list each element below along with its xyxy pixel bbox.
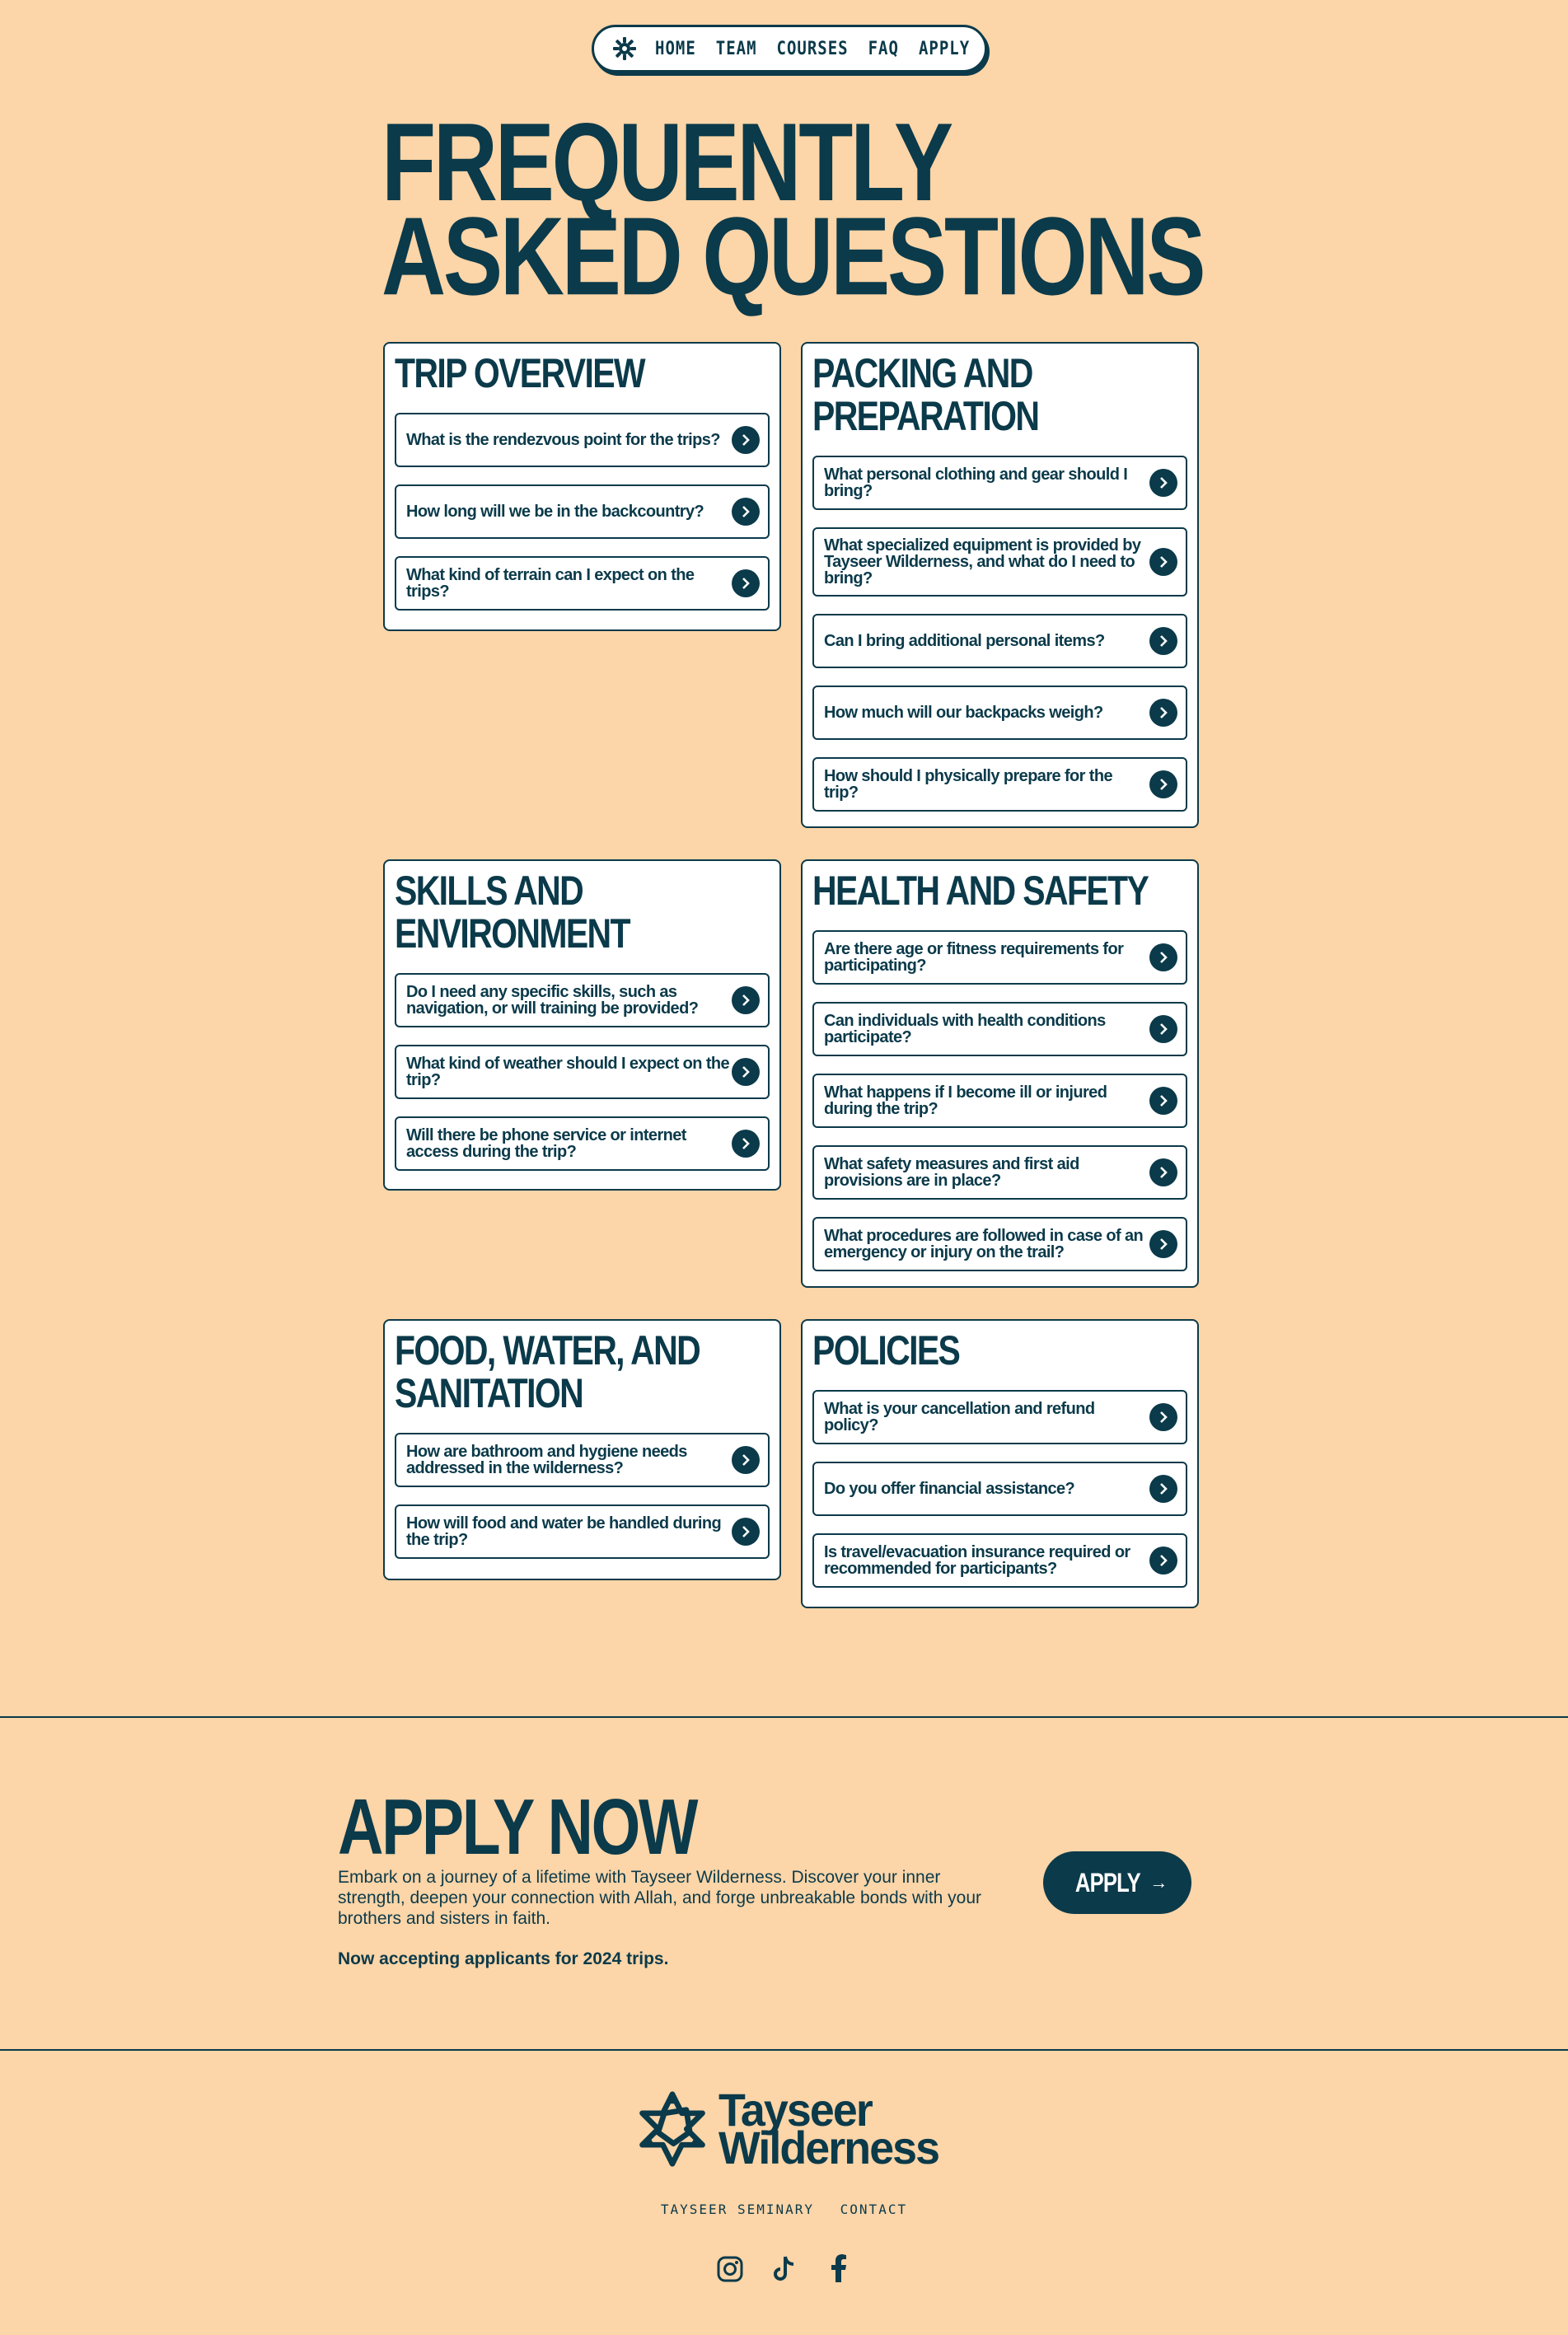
faq-question[interactable]: What happens if I become ill or injured during the trip? xyxy=(812,1074,1187,1128)
brand-name: Tayseer Wilderness xyxy=(718,2084,939,2174)
chevron-right-icon[interactable] xyxy=(1149,1547,1177,1575)
page-title-line1: FREQUENTLY xyxy=(381,100,951,224)
apply-button[interactable] xyxy=(1043,1851,1191,1914)
footer-links xyxy=(0,2202,1568,2217)
apply-description: Embark on a journey of a lifetime with Tayseer Wilderness. Discover your inner strength, deepen your connection with Allah, and forge unbreakable bonds with your brothers and sisters in faith. xyxy=(338,1868,982,1928)
nav-apply[interactable]: APPLY xyxy=(918,38,971,59)
chevron-right-icon[interactable] xyxy=(732,1518,760,1546)
section-divider xyxy=(0,2049,1568,2051)
section-title: FOOD, WATER, AND SANITATION xyxy=(395,1327,700,1416)
section-title: HEALTH AND SAFETY xyxy=(812,868,1149,914)
faq-question[interactable]: How should I physically prepare for the trip? xyxy=(812,757,1187,812)
chevron-right-icon[interactable] xyxy=(1149,943,1177,971)
faq-card-food xyxy=(383,1319,781,1580)
faq-question[interactable]: Is travel/evacuation insurance required or recommended for participants? xyxy=(812,1533,1187,1588)
apply-note: Now accepting applicants for 2024 trips. xyxy=(338,1949,669,1968)
nav-faq[interactable]: FAQ xyxy=(868,38,899,59)
faq-question[interactable]: What is your cancellation and refund policy? xyxy=(812,1390,1187,1444)
page-title-line2: ASKED QUESTIONS xyxy=(381,194,1204,318)
section-title: POLICIES xyxy=(812,1327,960,1373)
chevron-right-icon[interactable] xyxy=(1149,627,1177,655)
chevron-right-icon[interactable] xyxy=(1149,548,1177,576)
chevron-right-icon[interactable] xyxy=(732,1446,760,1474)
social-links xyxy=(0,2254,1568,2284)
chevron-right-icon[interactable] xyxy=(1149,1015,1177,1043)
faq-card-packing xyxy=(801,342,1199,828)
chevron-right-icon[interactable] xyxy=(1149,1230,1177,1258)
faq-question[interactable]: Can individuals with health conditions participate? xyxy=(812,1002,1187,1056)
nav-courses[interactable]: COURSES xyxy=(776,38,849,59)
faq-question[interactable]: What procedures are followed in case of an emergency or injury on the trail? xyxy=(812,1217,1187,1271)
section-title: TRIP OVERVIEW xyxy=(395,350,644,396)
faq-question[interactable]: How long will we be in the backcountry? xyxy=(395,484,770,539)
chevron-right-icon[interactable] xyxy=(1149,1087,1177,1115)
faq-question[interactable]: What kind of terrain can I expect on the trips? xyxy=(395,556,770,611)
faq-card-policies xyxy=(801,1319,1199,1608)
chevron-right-icon[interactable] xyxy=(1149,770,1177,798)
faq-question[interactable]: Do you offer financial assistance? xyxy=(812,1462,1187,1516)
logo-star-icon[interactable] xyxy=(612,36,637,61)
section-title: PACKING AND PREPARATION xyxy=(812,350,1039,439)
footer-link-seminary[interactable]: TAYSEER SEMINARY xyxy=(660,2202,815,2217)
section-divider xyxy=(0,1716,1568,1718)
chevron-right-icon[interactable] xyxy=(732,1130,760,1158)
facebook-icon[interactable] xyxy=(824,2254,854,2284)
faq-question[interactable]: Will there be phone service or internet access during the trip? xyxy=(395,1116,770,1171)
chevron-right-icon[interactable] xyxy=(1149,1475,1177,1503)
apply-button-label: APPLY xyxy=(1074,1867,1140,1897)
chevron-right-icon[interactable] xyxy=(732,426,760,454)
faq-question[interactable]: What personal clothing and gear should I bring? xyxy=(812,456,1187,510)
chevron-right-icon[interactable] xyxy=(732,1058,760,1086)
tiktok-icon[interactable] xyxy=(770,2254,799,2284)
faq-question[interactable]: How will food and water be handled during the trip? xyxy=(395,1504,770,1559)
faq-question[interactable]: Do I need any specific skills, such as navigation, or will training be provided? xyxy=(395,973,770,1027)
tayseer-star-logo-icon xyxy=(633,2089,712,2169)
faq-question[interactable]: What kind of weather should I expect on the trip? xyxy=(395,1045,770,1099)
faq-question[interactable]: Are there age or fitness requirements for participating? xyxy=(812,930,1187,985)
arrow-right-icon: → xyxy=(1149,1872,1168,1893)
faq-card-health xyxy=(801,859,1199,1288)
chevron-right-icon[interactable] xyxy=(1149,469,1177,497)
chevron-right-icon[interactable] xyxy=(1149,1158,1177,1186)
faq-card-skills xyxy=(383,859,781,1191)
apply-title: APPLY NOW xyxy=(338,1783,697,1871)
page-title xyxy=(381,100,1204,318)
faq-card-trip-overview xyxy=(383,342,781,631)
faq-question[interactable]: Can I bring additional personal items? xyxy=(812,614,1187,668)
chevron-right-icon[interactable] xyxy=(732,569,760,597)
chevron-right-icon[interactable] xyxy=(1149,699,1177,727)
faq-question[interactable]: How much will our backpacks weigh? xyxy=(812,686,1187,740)
footer-link-contact[interactable]: CONTACT xyxy=(840,2202,908,2217)
footer-logo[interactable] xyxy=(633,2084,948,2174)
chevron-right-icon[interactable] xyxy=(732,986,760,1014)
nav-team[interactable]: TEAM xyxy=(715,38,757,59)
chevron-right-icon[interactable] xyxy=(1149,1403,1177,1431)
faq-question[interactable]: What is the rendezvous point for the trips? xyxy=(395,413,770,467)
chevron-right-icon[interactable] xyxy=(732,498,760,526)
section-title: SKILLS AND ENVIRONMENT xyxy=(395,868,630,957)
faq-question[interactable]: What specialized equipment is provided by Tayseer Wilderness, and what do I need to bring? xyxy=(812,527,1187,597)
nav-home[interactable]: HOME xyxy=(655,38,696,59)
top-nav xyxy=(592,25,987,73)
faq-question[interactable]: What safety measures and first aid provisions are in place? xyxy=(812,1145,1187,1200)
faq-question[interactable]: How are bathroom and hygiene needs addressed in the wilderness? xyxy=(395,1433,770,1487)
instagram-icon[interactable] xyxy=(715,2254,745,2284)
